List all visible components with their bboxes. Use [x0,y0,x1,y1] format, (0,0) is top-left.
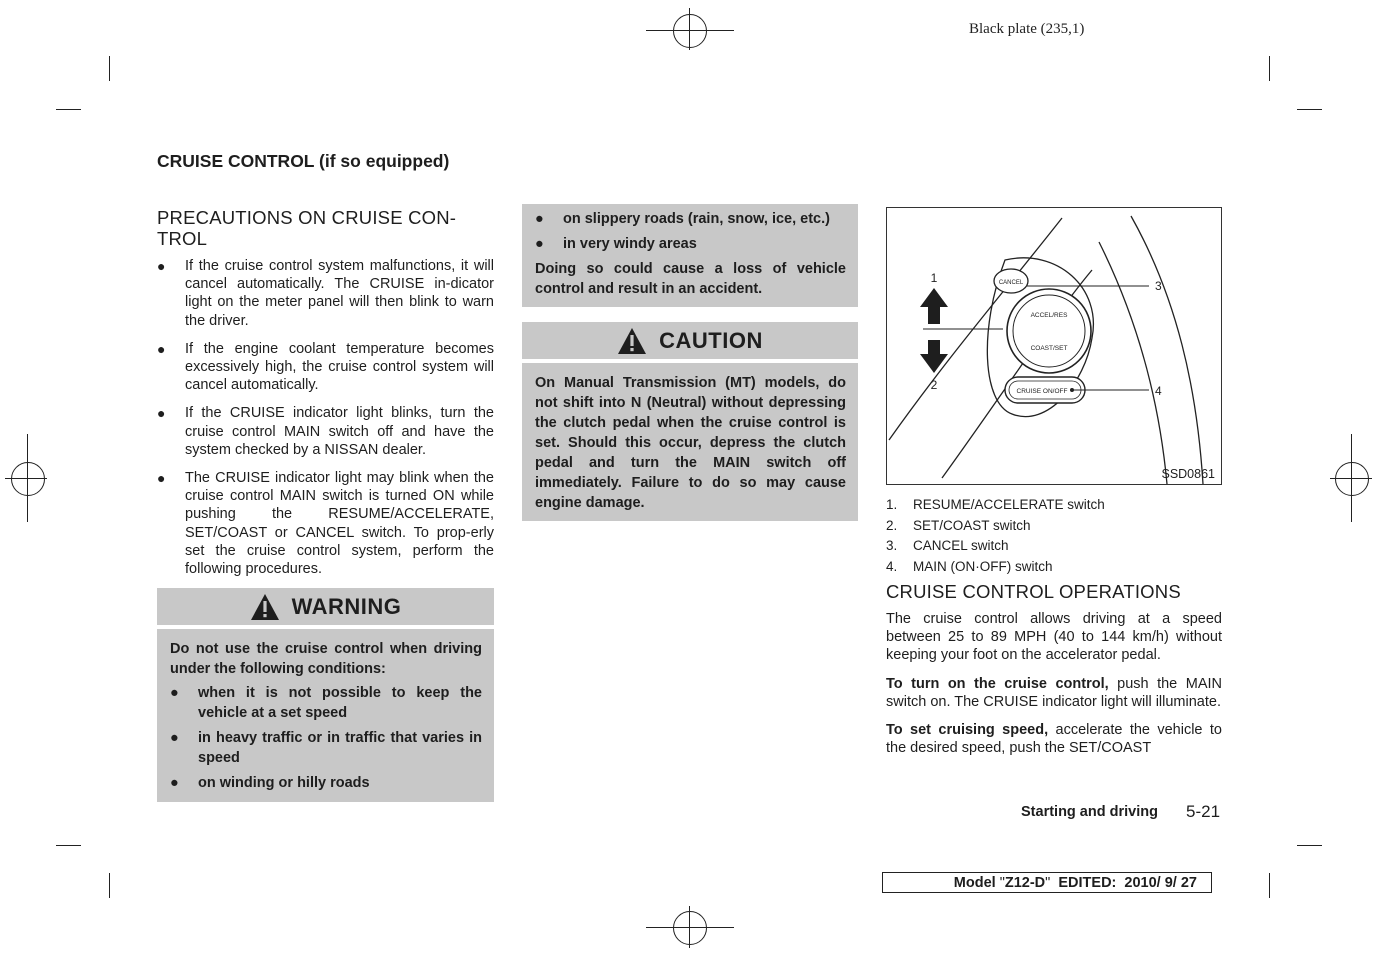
figure-label-cruise: CRUISE ON/OFF [1016,388,1068,395]
steering-switch-figure [886,207,1222,485]
legend-item: 1. RESUME/ACCELERATE switch [886,497,1105,512]
warning-label: WARNING [291,593,402,619]
crop-mark [1297,109,1322,110]
warning-conclusion: Doing so could cause a loss of vehicle control and result in an accident. [535,261,846,297]
crop-mark [56,109,81,110]
figure-label-coast: COAST/SET [1030,345,1068,352]
column-middle [522,204,858,521]
caution-label: CAUTION [659,327,763,353]
warning-intro: Do not use the cruise control when driving under the following conditions: [170,641,482,678]
figure-callout-3: 3 [1155,279,1162,293]
operations-turn-on: To turn on the cruise control, push the MAIN switch on. The CRUISE indicator light will illuminate. [886,675,1222,710]
registration-mark [673,911,707,945]
footer-section-name: Starting and driving [1021,804,1158,820]
warning-list [170,683,482,793]
legend-item: 4. MAIN (ON·OFF) switch [886,558,1053,574]
list-item: ● If the cruise control system malfunctions, it will cancel automatically. The CRUISE in-dicator light on the meter panel will then blink to warn the driver. [157,258,494,329]
warning-cont-list [535,209,846,254]
crop-mark [1269,873,1270,898]
column-left [157,207,494,802]
list-item: ● If the engine coolant temperature becomes excessively high, the cruise control system will cancel automatically. [157,340,494,394]
crop-mark [109,873,110,898]
figure-callout-4: 4 [1155,384,1162,398]
warning-header [157,588,494,625]
figure-callout-2: 2 [930,378,938,392]
plate-label: Black plate (235,1) [969,21,1085,37]
crop-mark [1297,845,1322,846]
crop-mark [56,845,81,846]
caution-header [522,322,858,359]
model-edited-box: Model " Z12-D " EDITED: 2010/ 9/ 27 [882,872,1212,893]
list-item: ● in very windy areas [535,236,697,252]
caution-body [522,363,858,521]
page-number: 5-21 [1186,802,1221,821]
operations-intro: The cruise control allows driving at a speed between 25 to 89 MPH (40 to 144 km/h) without keeping your foot on the accelerator pedal. [886,611,1222,664]
crop-mark [1269,56,1270,81]
figure-code: SSD0861 [1161,467,1215,481]
precautions-list [157,257,494,578]
warning-icon [250,593,280,621]
caution-icon [617,327,647,355]
operations-heading: CRUISE CONTROL OPERATIONS [886,581,1181,602]
registration-mark [11,462,45,496]
crop-mark [109,56,110,81]
figure-label-accel: ACCEL/RES [1030,312,1068,319]
list-item: ● If the CRUISE indicator light blinks, turn the cruise control MAIN switch off and have the system checked by a NISSAN dealer. [157,405,494,458]
list-item: ● The CRUISE indicator light may blink when the cruise control MAIN switch is turned ON while pushing the RESUME/ACCELERATE, SET/COAST or CANCEL switch. To prop-erly set the cruise control system, perform the following procedures. [157,470,494,578]
registration-mark [673,14,707,48]
list-item: ● on slippery roads (rain, snow, ice, etc.) [535,211,830,227]
warning-continued [522,204,858,307]
precautions-heading: PRECAUTIONS ON CRUISE CON- TROL [157,207,457,249]
steering-wheel-illustration [887,208,1221,484]
figure-callout-1: 1 [930,271,938,285]
section-title: CRUISE CONTROL (if so equipped) [157,151,450,171]
list-item: ● in heavy traffic or in traffic that varies in speed [170,730,482,767]
caution-text: On Manual Transmission (MT) models, do not shift into N (Neutral) without depressing the clutch pedal when the cruise control is set. Should this occur, depress the clutch pedal and turn the MAIN switch off immediately. Failure to do so may cause engine damage. [535,375,846,511]
list-item: ● on winding or hilly roads [170,775,370,792]
column-right [886,207,1222,767]
legend-item: 3. CANCEL switch [886,538,1009,553]
legend-item: 2. SET/COAST switch [886,517,1031,533]
registration-mark [1335,462,1369,496]
figure-legend [886,495,1222,577]
warning-body [157,629,494,802]
operations-set-speed: To set cruising speed, accelerate the vehicle to the desired speed, push the SET/COAST [886,722,1222,757]
list-item: ● when it is not possible to keep the vehicle at a set speed [170,685,482,722]
figure-label-cancel: CANCEL [998,280,1024,286]
